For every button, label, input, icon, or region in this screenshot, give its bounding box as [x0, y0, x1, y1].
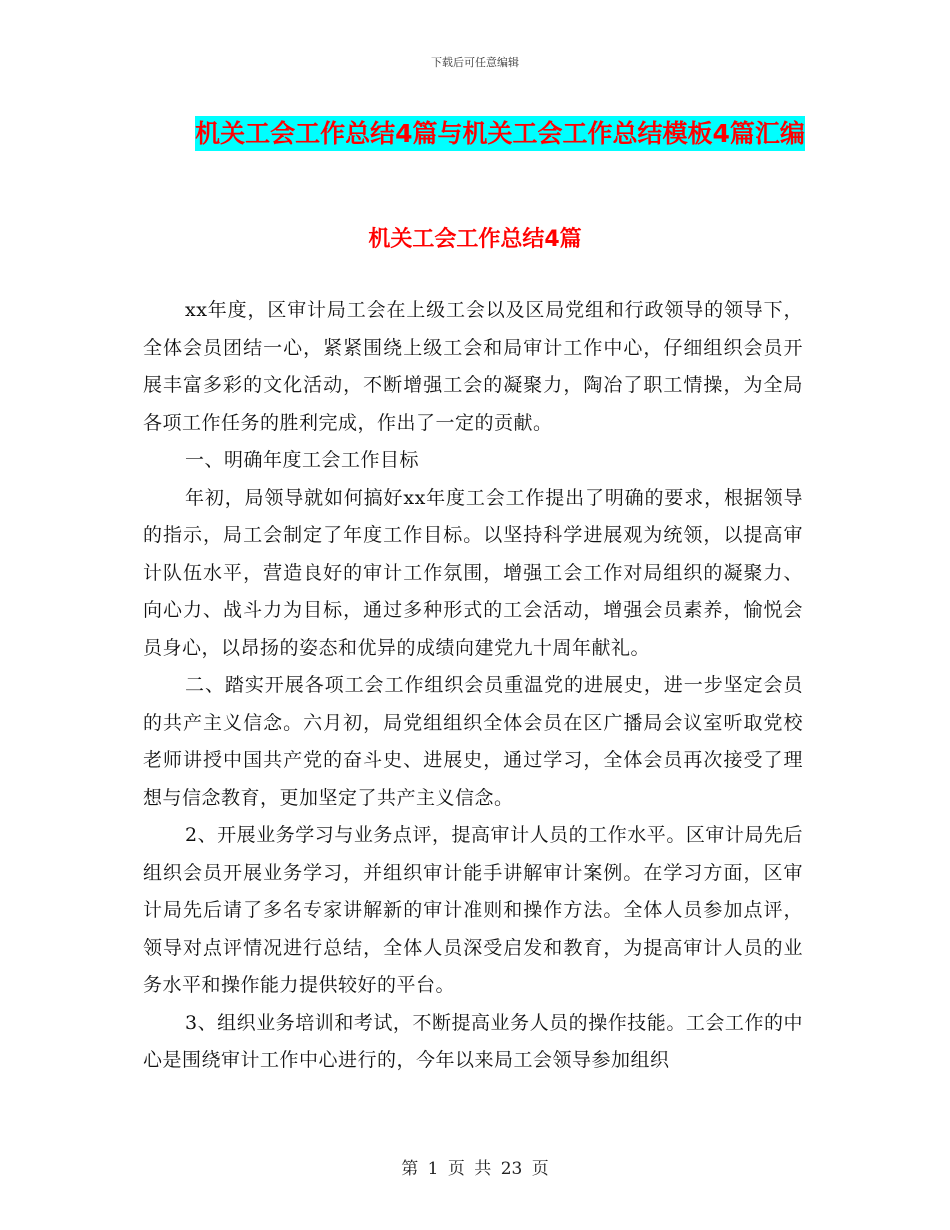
page-header: 下载后可任意编辑 [431, 56, 519, 69]
document-title [140, 112, 860, 155]
document-title-text: 机关工会工作总结4篇与机关工会工作总结模板4篇汇编 [195, 116, 805, 151]
document-body [143, 292, 803, 1080]
body-paragraph: 3、组织业务培训和考试，不断提高业务人员的操作技能。工会工作的中心是围绕审计工作中心进行的，今年以来局工会领导参加组织 [143, 1011, 803, 1071]
section-title: 机关工会工作总结4篇 [368, 227, 582, 252]
page-number: 第 1 页 共 23 页 [401, 1159, 549, 1179]
body-paragraph: xx年度，区审计局工会在上级工会以及区局党组和行政领导的领导下，全体会员团结一心，紧紧围绕上级工会和局审计工作中心，仔细组织会员开展丰富多彩的文化活动，不断增强工会的凝聚力，陶冶了职工情操，为全局各项工作任务的胜利完成，作出了一定的贡献。 [143, 299, 803, 434]
body-heading: 一、明确年度工会工作目标 [185, 449, 420, 471]
body-paragraph: 2、开展业务学习与业务点评，提高审计人员的工作水平。区审计局先后组织会员开展业务学习，并组织审计能手讲解审计案例。在学习方面，区审计局先后请了多名专家讲解新的审计准则和操作方法。全体人员参加点评，领导对点评情况进行总结，全体人员深受启发和教育，为提高审计人员的业务水平和操作能力提供较好的平台。 [143, 824, 803, 996]
body-paragraph: 二、踏实开展各项工会工作组织会员重温党的进展史，进一步坚定会员的共产主义信念。六月初，局党组组织全体会员在区广播局会议室听取党校老师讲授中国共产党的奋斗史、进展史，通过学习，全体会员再次接受了理想与信念教育，更加坚定了共产主义信念。 [143, 674, 803, 809]
body-paragraph: 年初，局领导就如何搞好xx年度工会工作提出了明确的要求，根据领导的指示，局工会制定了年度工作目标。以坚持科学进展观为统领，以提高审计队伍水平，营造良好的审计工作氛围，增强工会工作对局组织的凝聚力、向心力、战斗力为目标，通过多种形式的工会活动，增强会员素养，愉悦会员身心，以昂扬的姿态和优异的成绩向建党九十周年献礼。 [143, 486, 803, 659]
